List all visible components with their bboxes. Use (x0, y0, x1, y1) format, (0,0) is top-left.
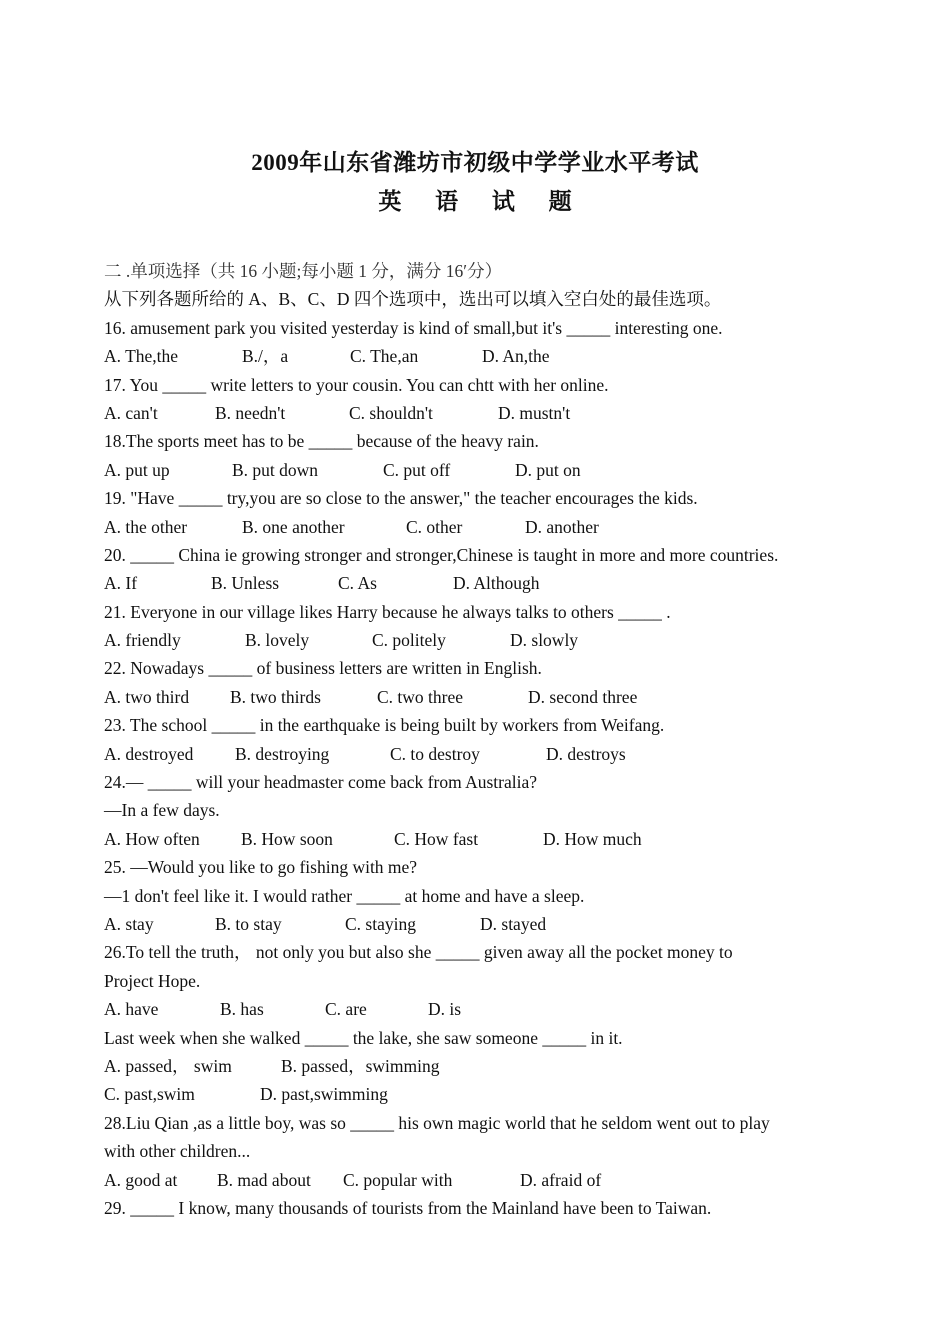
option-a: A. friendly (104, 630, 181, 651)
question-26-options (104, 995, 884, 1023)
option-d: D. slowly (510, 630, 579, 651)
option-c: C. other (406, 516, 463, 537)
question-24-reply: —In a few days. (104, 800, 220, 821)
option-a: A. The,the (104, 346, 179, 367)
option-a: A. passed， swim (104, 1055, 232, 1076)
option-a: A. can't (104, 402, 158, 423)
question-18-stem: 18.The sports meet has to be _____ because of the heavy rain. (104, 431, 539, 452)
option-b: B. Unless (211, 573, 280, 594)
question-28-stem: 28.Liu Qian ,as a little boy, was so _____ his own magic world that he seldom went out to play (104, 1112, 770, 1133)
section-heading: 二 .单项选择（共 16 小题;每小题 1 分，满分 16′分） (104, 261, 503, 281)
option-b: B. mad about (217, 1169, 311, 1190)
question-22-stem: 22. Nowadays _____ of business letters are written in English. (104, 658, 542, 679)
option-b: B. passed，swimming (281, 1055, 440, 1076)
question-20-stem: 20. _____ China ie growing stronger and stronger,Chinese is taught in more and more countries. (104, 544, 779, 565)
option-a: A. good at (104, 1169, 178, 1190)
option-a: A. stay (104, 913, 154, 934)
option-a: A. How often (104, 828, 200, 849)
option-d: D. another (525, 516, 599, 537)
option-a: A. destroyed (104, 743, 194, 764)
option-d: D. mustn't (498, 402, 571, 423)
question-17-options (104, 399, 884, 427)
option-d: D. put on (515, 459, 581, 480)
question-22-options (104, 683, 884, 711)
question-27-options-row2 (104, 1080, 884, 1108)
option-d: D. afraid of (520, 1169, 602, 1190)
question-16-options (104, 342, 884, 370)
question-17-stem: 17. You _____ write letters to your cousin. You can chtt with her online. (104, 374, 609, 395)
option-c: C. to destroy (390, 743, 480, 764)
option-b: B. to stay (215, 913, 282, 934)
page-subtitle: 英 语 试 题 (378, 189, 586, 214)
option-d: D. stayed (480, 913, 547, 934)
option-a: A. put up (104, 459, 170, 480)
section-instruction: 从下列各题所给的 A、B、C、D 四个选项中，选出可以填入空白处的最佳选项。 (104, 289, 722, 310)
question-19-stem: 19. "Have _____ try,you are so close to the answer," the teacher encourages the kids. (104, 488, 698, 509)
option-c: C. As (338, 573, 377, 594)
question-18-options (104, 456, 884, 484)
option-d: D. past,swimming (260, 1084, 388, 1105)
question-29-stem: 29. _____ I know, many thousands of tourists from the Mainland have been to Taiwan. (104, 1197, 712, 1218)
question-28-stem-cont: with other children... (104, 1141, 251, 1162)
question-26-stem-cont: Project Hope. (104, 970, 201, 991)
question-19-options (104, 513, 884, 541)
question-24-options (104, 825, 884, 853)
question-21-options (104, 626, 884, 654)
option-c: C. past,swim (104, 1084, 195, 1105)
option-b: B. has (220, 999, 264, 1020)
question-list (104, 257, 884, 1222)
question-27-options-row1 (104, 1052, 884, 1080)
question-23-options (104, 740, 884, 768)
option-d: D. An,the (482, 346, 550, 367)
option-c: C. shouldn't (349, 402, 433, 423)
option-c: C. politely (372, 630, 446, 651)
question-23-stem: 23. The school _____ in the earthquake is being built by workers from Weifang. (104, 715, 665, 736)
question-24-stem: 24.— _____ will your headmaster come back from Australia? (104, 772, 538, 793)
option-d: D. How much (543, 828, 642, 849)
question-27-stem: Last week when she walked _____ the lake, she saw someone _____ in it. (104, 1027, 623, 1048)
option-c: C. popular with (343, 1169, 453, 1190)
question-26-stem: 26.To tell the truth， not only you but also she _____ given away all the pocket money to (104, 942, 733, 963)
option-b: B. lovely (245, 630, 310, 651)
option-b: B. needn't (215, 402, 286, 423)
option-b: B./，a (242, 346, 289, 367)
question-25-options (104, 910, 884, 938)
option-b: B. How soon (241, 828, 333, 849)
option-c: C. two three (377, 686, 464, 707)
question-28-options (104, 1166, 884, 1194)
option-d: D. Although (453, 573, 540, 594)
option-d: D. second three (528, 686, 638, 707)
option-c: C. are (325, 999, 367, 1020)
option-b: B. put down (232, 459, 319, 480)
option-c: C. The,an (350, 346, 419, 367)
option-d: D. destroys (546, 743, 626, 764)
option-c: C. put off (383, 459, 451, 480)
page-title: 2009年山东省潍坊市初级中学学业水平考试 (251, 150, 699, 175)
question-16-stem: 16. amusement park you visited yesterday is kind of small,but it's _____ interesting one. (104, 317, 723, 338)
option-c: C. staying (345, 913, 416, 934)
question-25-reply: —1 don't feel like it. I would rather _____ at home and have a sleep. (104, 885, 585, 906)
question-20-options (104, 569, 884, 597)
question-25-stem: 25. —Would you like to go fishing with me? (104, 857, 418, 878)
option-a: A. two third (104, 686, 190, 707)
option-c: C. How fast (394, 828, 479, 849)
option-b: B. two thirds (230, 686, 321, 707)
question-21-stem: 21. Everyone in our village likes Harry because he always talks to others _____ . (104, 601, 671, 622)
option-a: A. the other (104, 516, 188, 537)
option-d: D. is (428, 999, 462, 1020)
option-a: A. have (104, 999, 159, 1020)
option-b: B. destroying (235, 743, 330, 764)
option-a: A. If (104, 573, 138, 594)
option-b: B. one another (242, 516, 345, 537)
